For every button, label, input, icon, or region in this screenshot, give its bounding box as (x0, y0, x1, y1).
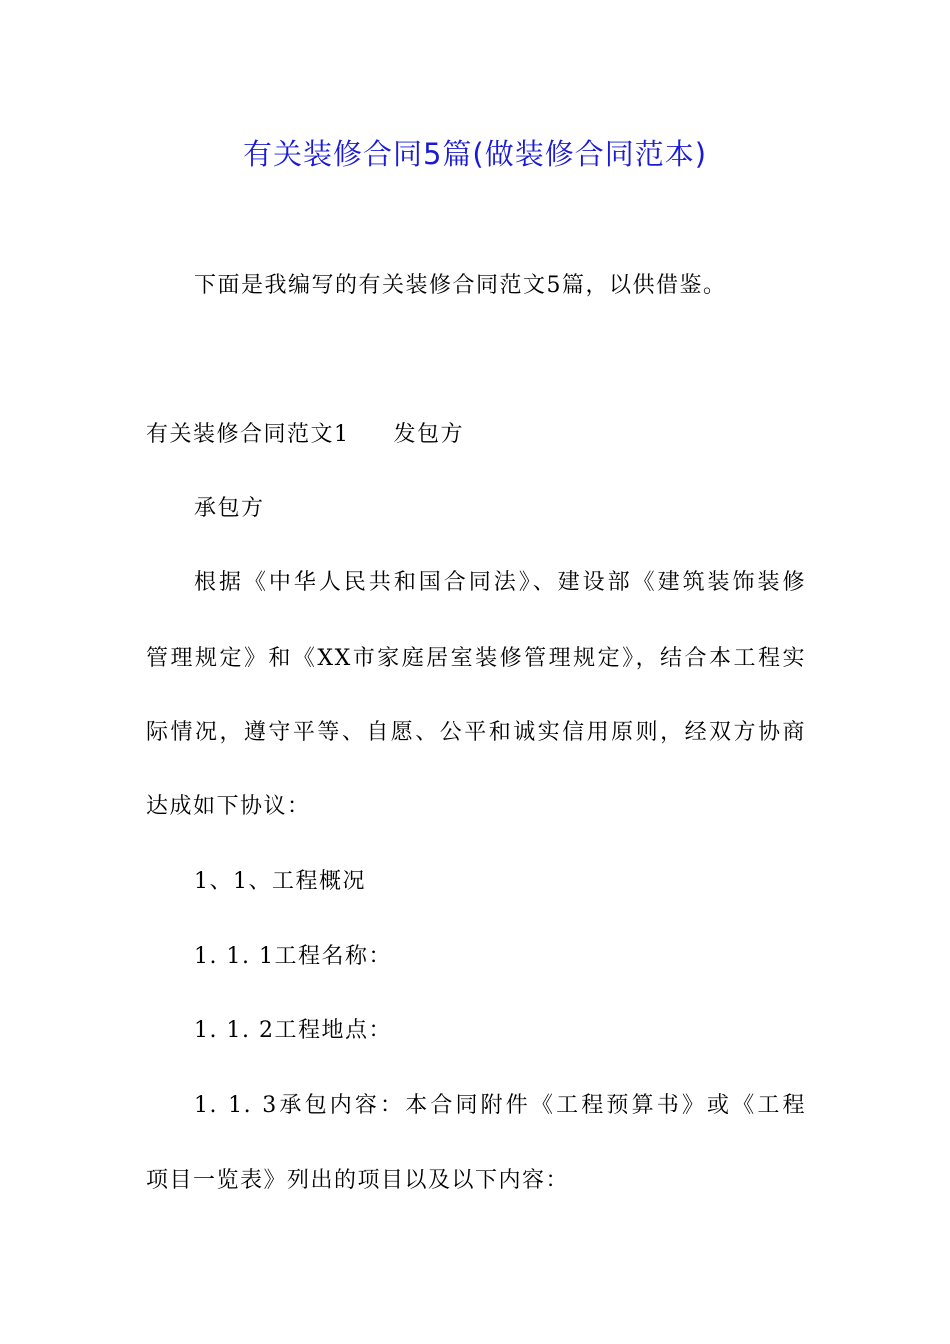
paragraph-line: 际情况，遵守平等、自愿、公平和诚实信用原则，经双方协商 (146, 720, 806, 745)
clause-item: 1. 1. 1工程名称： (194, 944, 392, 969)
paragraph-line: 管理规定》和《XX市家庭居室装修管理规定》，结合本工程实 (146, 646, 806, 671)
party-a-label: 发包方 (393, 422, 465, 447)
section-heading: 有关装修合同范文1 (146, 422, 350, 447)
paragraph-line: 根据《中华人民共和国合同法》、建设部《建筑装饰装修 (194, 570, 806, 595)
clause-item-continuation: 项目一览表》列出的项目以及以下内容： (146, 1168, 570, 1193)
clause-item: 1. 1. 3承包内容：本合同附件《工程预算书》或《工程 (194, 1093, 806, 1118)
document-title: 有关装修合同5篇(做装修合同范本) (242, 137, 708, 171)
clause-heading: 1、1、工程概况 (194, 869, 366, 894)
clause-item: 1. 1. 2工程地点： (194, 1018, 392, 1043)
intro-text: 下面是我编写的有关装修合同范文5篇，以供借鉴。 (194, 273, 727, 298)
party-b-label: 承包方 (194, 496, 265, 521)
paragraph-line: 达成如下协议： (146, 794, 311, 819)
section-heading-line (146, 415, 806, 455)
